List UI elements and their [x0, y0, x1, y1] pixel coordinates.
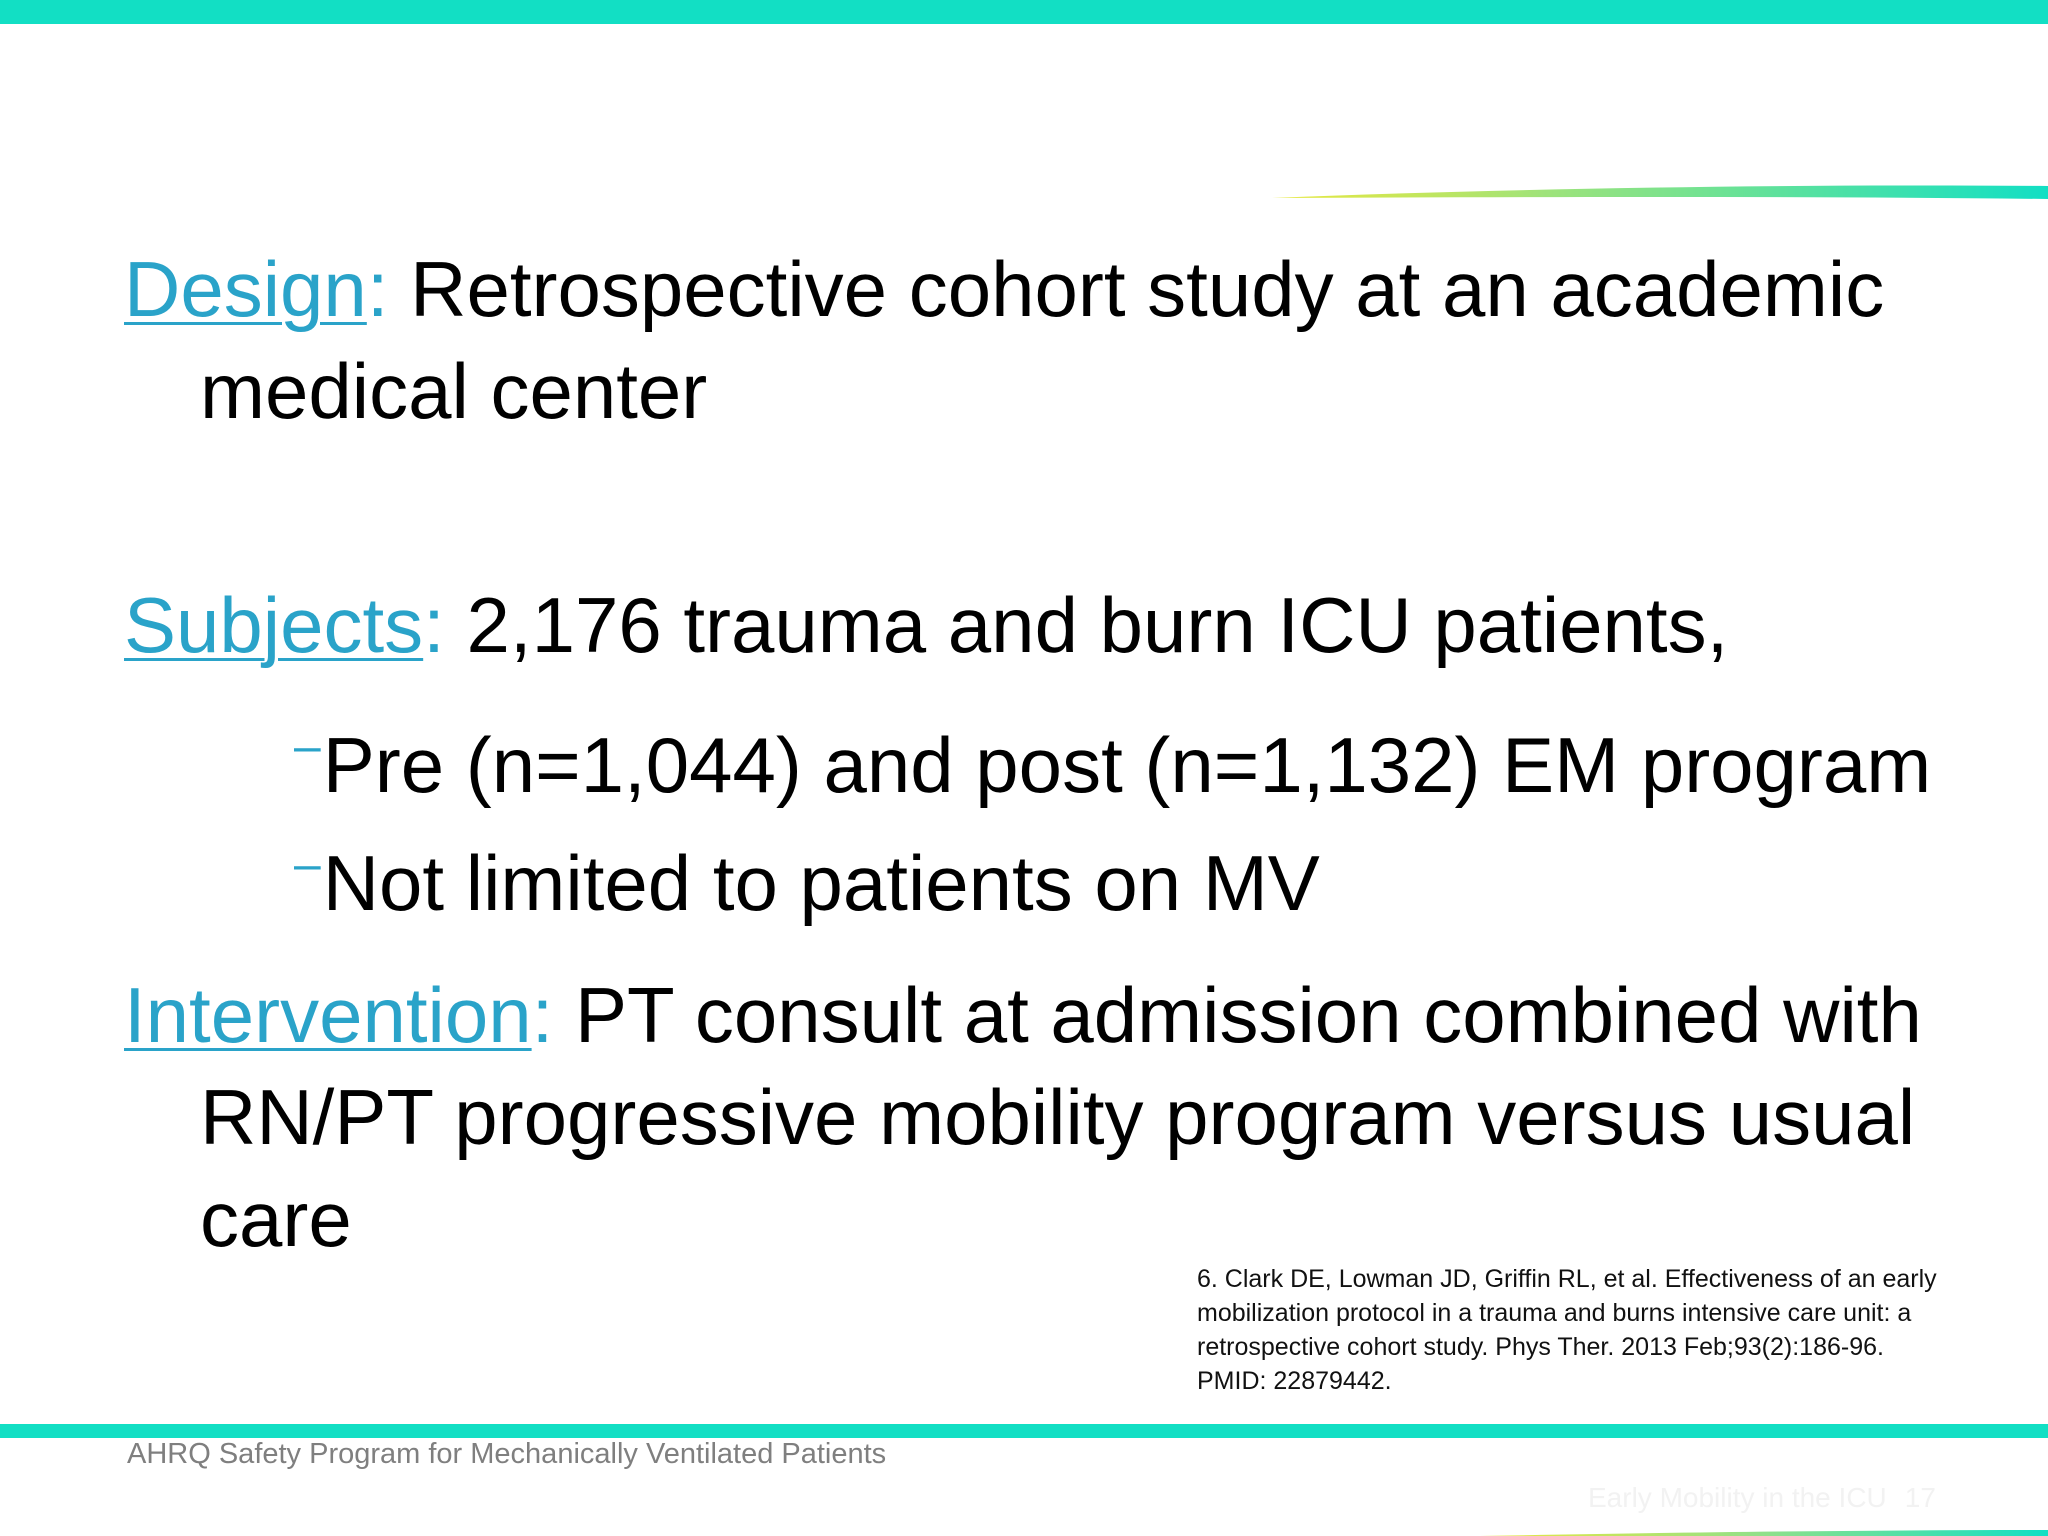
subjects-paragraph: [124, 574, 1728, 676]
reference-line: PMID: 22879442.: [1197, 1367, 1392, 1395]
intervention-text-line1: PT consult at admission combined with: [553, 971, 1922, 1059]
reference-line: mobilization protocol in a trauma and burns intensive care unit: a: [1197, 1299, 1912, 1327]
footer-program-name: AHRQ Safety Program for Mechanically Ventilated Patients: [127, 1438, 887, 1470]
reference-line: 6. Clark DE, Lowman JD, Griffin RL, et al. Effectiveness of an early: [1197, 1265, 1937, 1293]
subjects-link[interactable]: Subjects: [124, 581, 424, 669]
design-text-line1: Retrospective cohort study at an academic: [388, 245, 1885, 333]
intervention-link[interactable]: Intervention: [124, 971, 532, 1059]
reference-line: retrospective cohort study. Phys Ther. 2013 Feb;93(2):186-96.: [1197, 1333, 1884, 1361]
footer-module-title: Early Mobility in the ICU: [1588, 1482, 1887, 1513]
design-paragraph: [124, 238, 1884, 442]
footer-page-info: [1588, 1482, 1936, 1514]
dash-bullet-icon: –: [294, 720, 321, 773]
subjects-bullet: [294, 696, 1931, 816]
design-link[interactable]: Design: [124, 245, 367, 333]
intervention-text-line3: care: [200, 1175, 352, 1263]
bottom-accent-bar: [0, 1424, 2048, 1438]
subjects-text: 2,176 trauma and burn ICU patients,: [444, 581, 1729, 669]
design-colon: :: [366, 245, 389, 333]
dash-bullet-icon: –: [294, 838, 321, 891]
design-text-line2: medical center: [200, 347, 708, 435]
intervention-paragraph: [124, 964, 1922, 1270]
reference-citation: [1197, 1262, 1997, 1398]
intervention-colon: :: [531, 971, 554, 1059]
intervention-text-line2: RN/PT progressive mobility program versus usual: [200, 1073, 1916, 1161]
subjects-colon: :: [423, 581, 445, 669]
subjects-bullet: [294, 814, 1320, 934]
subjects-bullet-text: Not limited to patients on MV: [322, 839, 1320, 927]
slide-number: 17: [1904, 1482, 1936, 1513]
subjects-bullet-text: Pre (n=1,044) and post (n=1,132) EM program: [322, 721, 1932, 809]
